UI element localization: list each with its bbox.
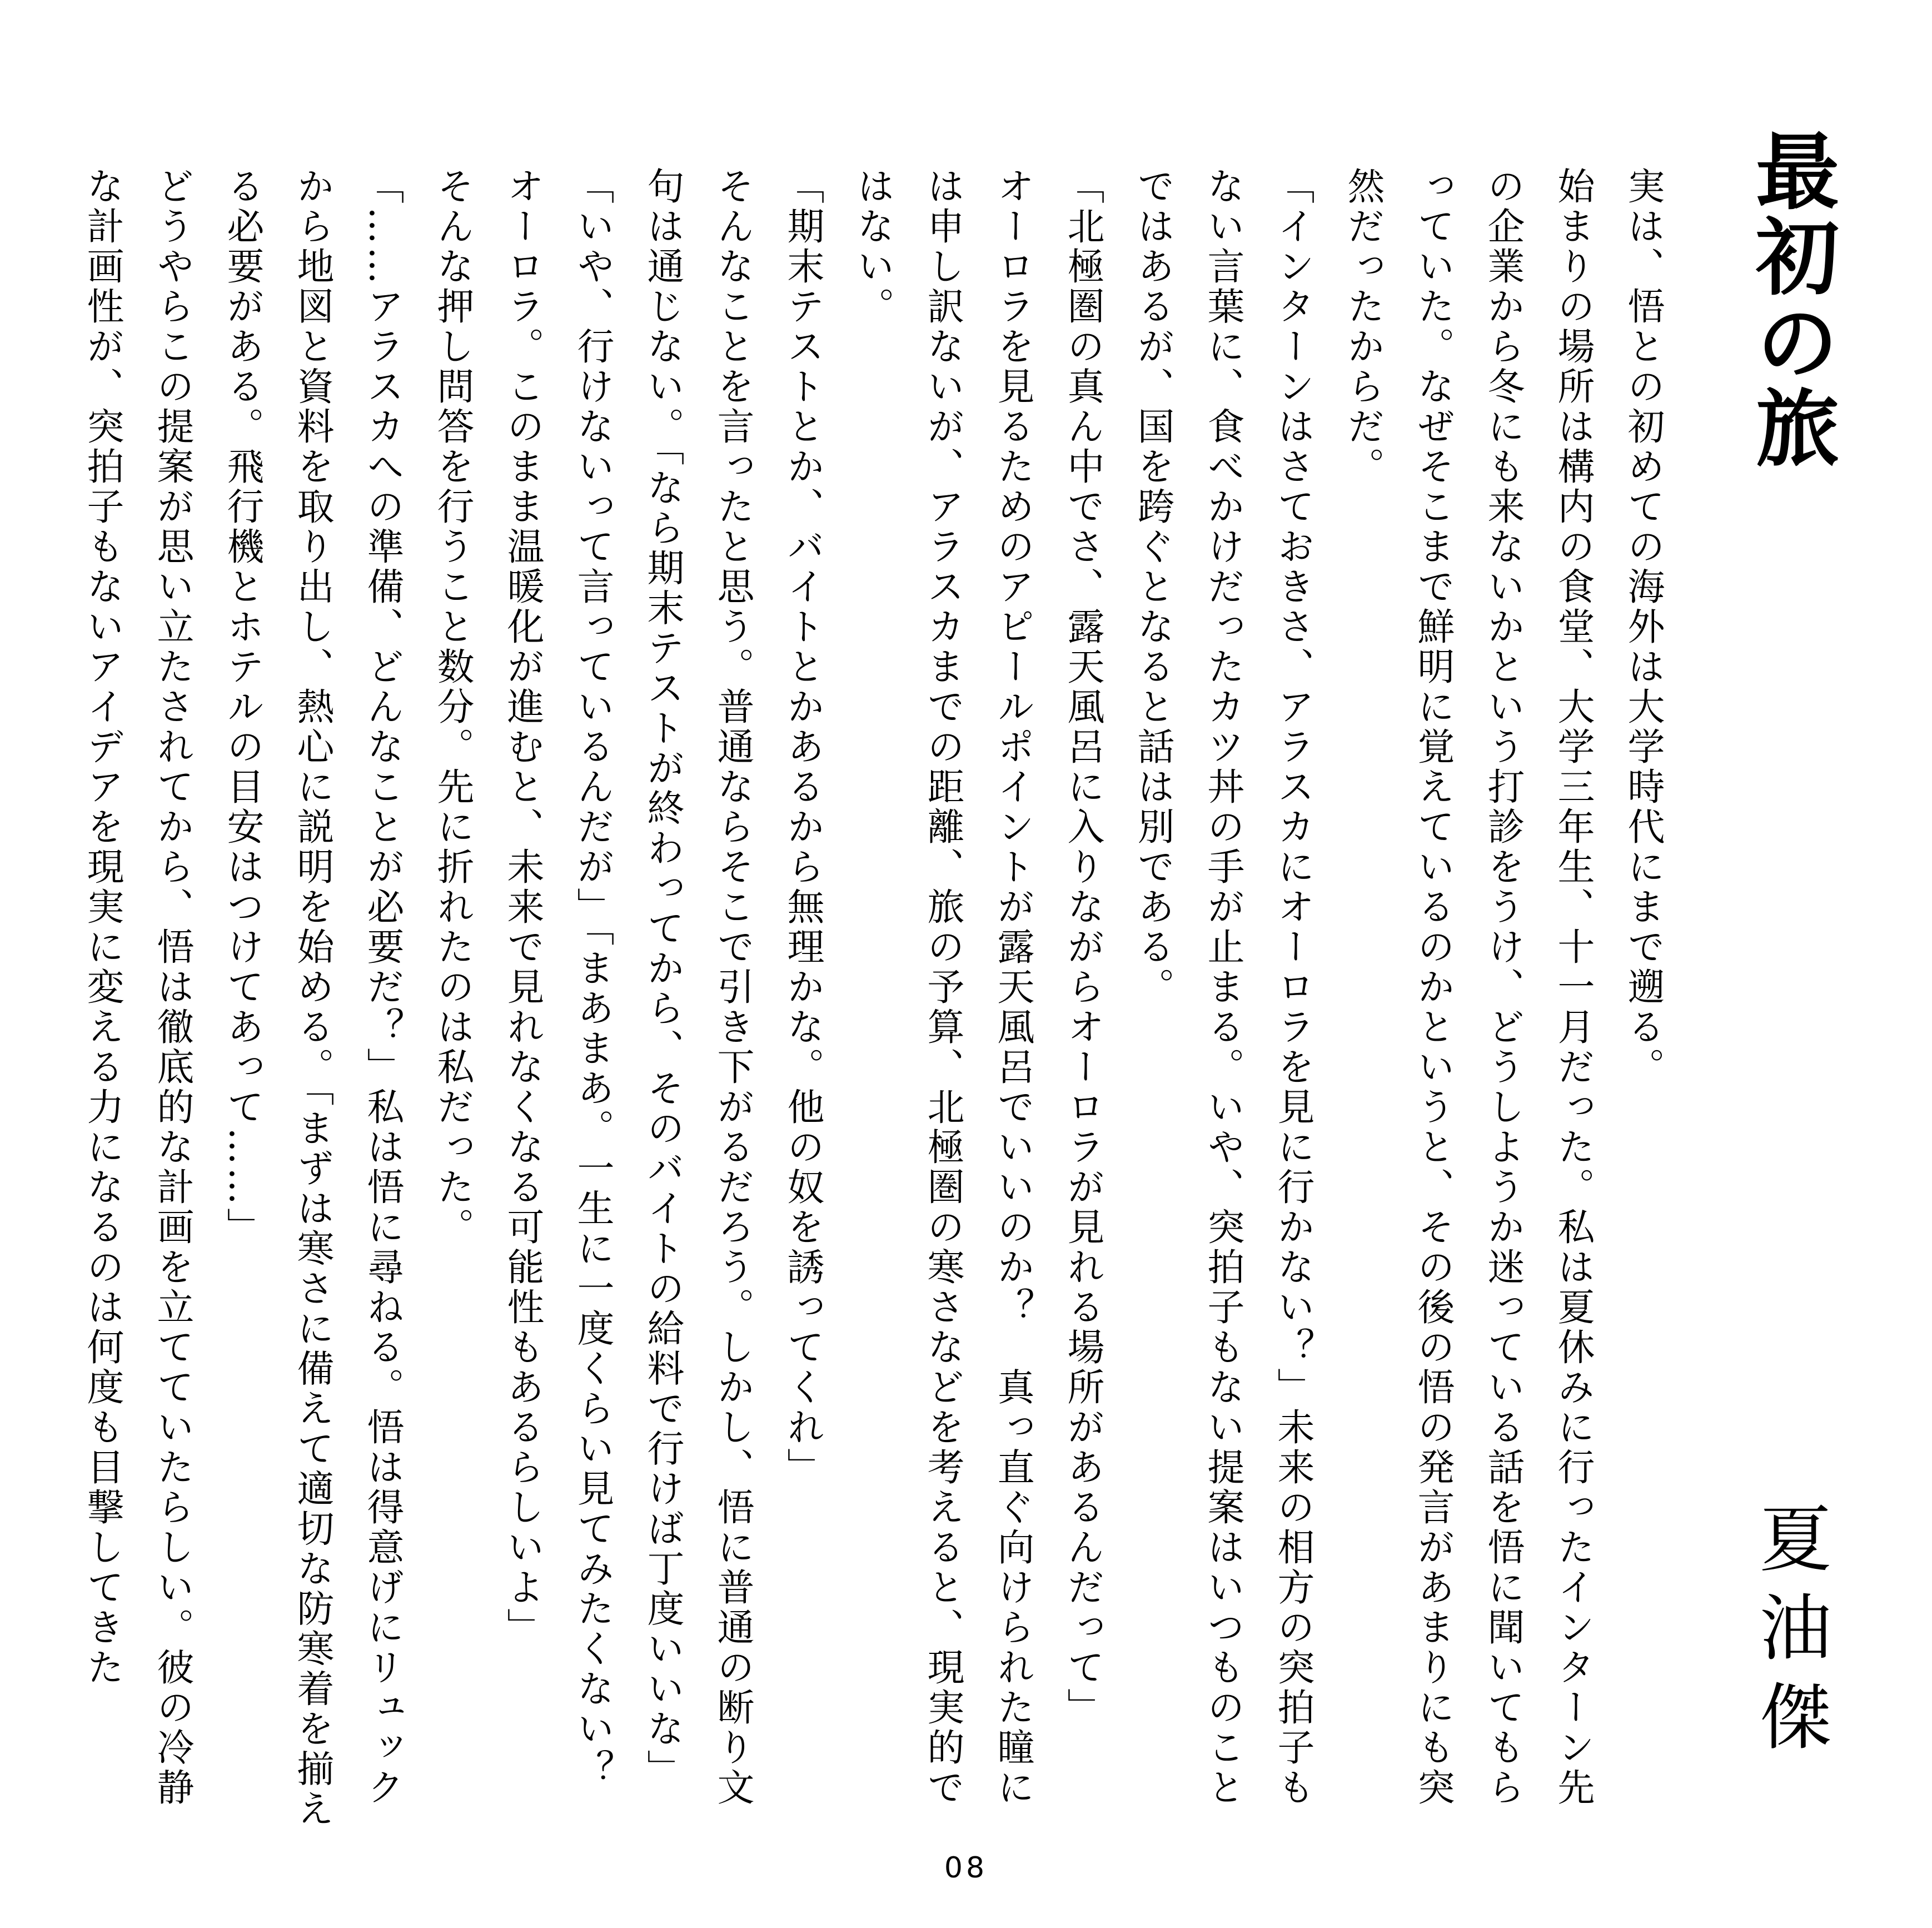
author-name: 夏油傑 <box>1747 1501 1832 1768</box>
paragraph: 「期末テストとか、バイトとかあるから無理かな。他の奴を誘ってくれ」 <box>781 167 825 1488</box>
paragraph: 「北極圏の真ん中でさ、露天風呂に入りながらオーロラが見れる場所があるんだって」 <box>1062 167 1105 1728</box>
body-text <box>81 167 1679 1846</box>
paragraph: 実は、悟との初めての海外は大学時代にまで遡る。 <box>1622 167 1665 1087</box>
paragraph: 「……アラスカへの準備、どんなことが必要だ？」私は悟に尋ねる。悟は得意げにリュックから地図と資料を取り出し、熱心に説明を始める。「まずは寒さに備えて適切な防寒着を揃える必要がある。飛行機とホテルの目安はつけてあって……」 <box>221 167 405 1830</box>
paragraph: 始まりの場所は構内の食堂、大学三年生、十一月だった。私は夏休みに行ったインターン先の企業から冬にも来ないかという打診をうけ、どうしようか迷っている話を悟に聞いてもらっていた。なぜそこまで鮮明に覚えているのかというと、その後の悟の発言があまりにも突然だったからだ。 <box>1342 167 1595 1808</box>
paragraph: 「インターンはさておきさ、アラスカにオーロラを見に行かない？」未来の相方の突拍子もない言葉に、食べかけだったカツ丼の手が止まる。いや、突拍子もない提案はいつものことではあるが、国を跨ぐとなると話は別である。 <box>1132 167 1315 1808</box>
paragraph: そんなことを言ったと思う。普通ならそこで引き下がるだろう。しかし、悟に普通の断り文句は通じない。「なら期末テストが終わってから、そのバイトの給料で行けば丁度いいな」「いや、行けないって言っているんだが」「まあまあ。一生に一度くらい見てみたくない？ オーロラ。このまま温暖化が進むと、未来で見れなくなる可能性もあるらしいよ」 <box>501 167 755 1830</box>
paragraph: どうやらこの提案が思い立たされてから、悟は徹底的な計画を立てていたらしい。彼の冷静な計画性が、突拍子もないアイデアを現実に変える力になるのは何度も目撃してきた <box>81 167 195 1808</box>
story-title: 最初の旅 <box>1741 128 1838 470</box>
paragraph: そんな押し問答を行うこと数分。先に折れたのは私だった。 <box>431 167 475 1248</box>
page-number: 08 <box>944 1851 988 1885</box>
paragraph: オーロラを見るためのアピールポイントが露天風呂でいいのか？ 真っ直ぐ向けられた瞳には申し訳ないが、アラスカまでの距離、旅の予算、北極圏の寒さなどを考えると、現実的ではない。 <box>852 167 1035 1808</box>
